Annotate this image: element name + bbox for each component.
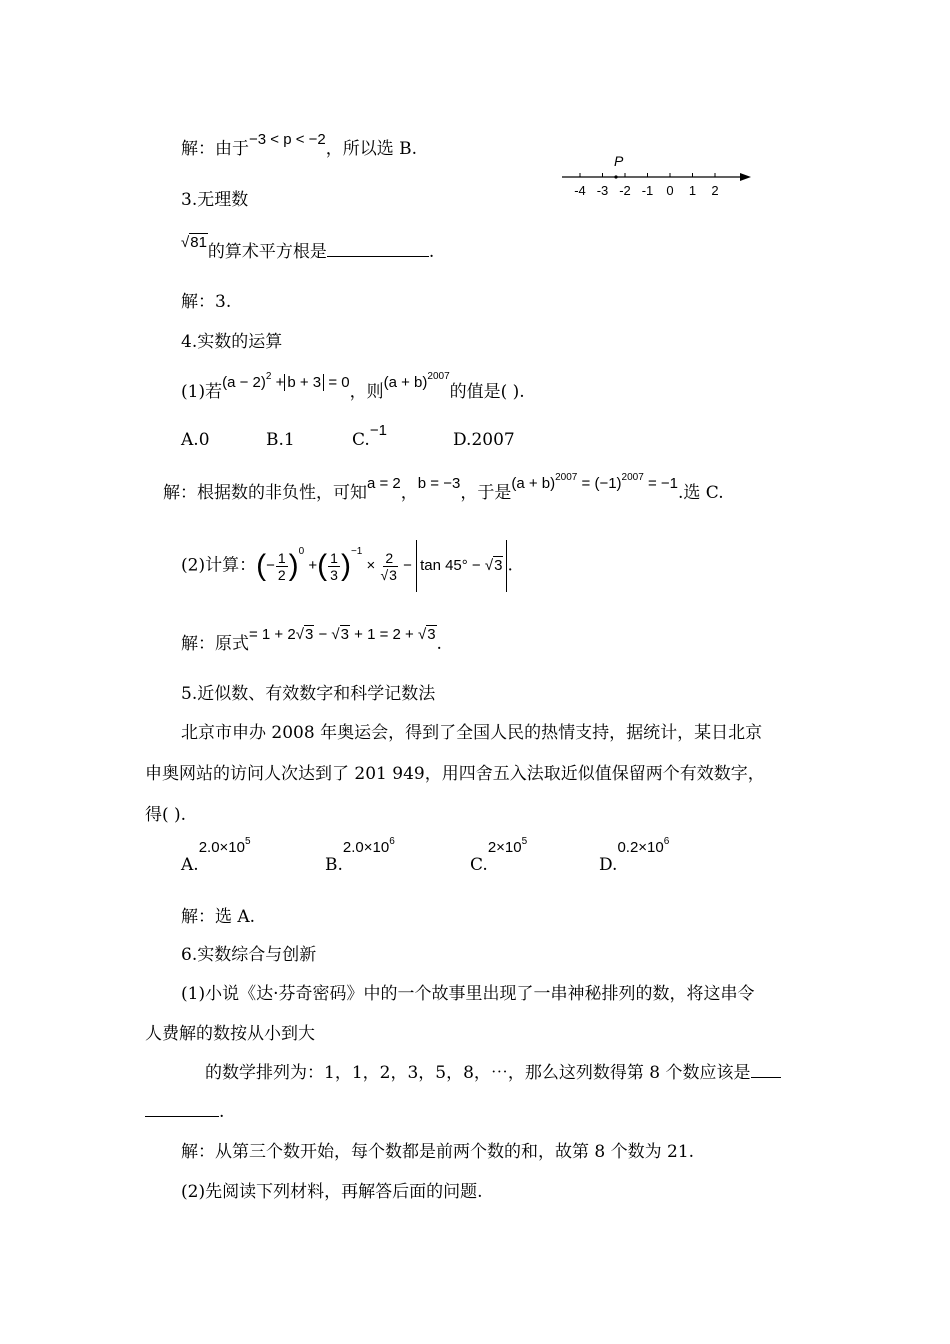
section-6-title: 6.实数综合与创新 [181, 945, 317, 965]
sci-option-b: $B.2.0\times 10^6$ [325, 836, 395, 875]
number-line-tick-label: -4 [574, 183, 586, 198]
option-d: D.2007 [453, 430, 515, 450]
sequence-blank-2 [145, 1100, 219, 1117]
section-6-paragraph-line-1: (1)小说《达·芬奇密码》中的一个故事里出现了一串神秘排列的数，将这串令 [181, 984, 755, 1004]
number-line-tick-label: 2 [711, 183, 719, 198]
option-c: C.−1 [352, 422, 387, 450]
section-5-title: 5.近似数、有效数字和科学记数法 [181, 684, 436, 704]
sqrt-81: √81 [181, 234, 207, 251]
sci-option-c: $C.2\times 10^5$ [470, 836, 528, 875]
number-line-tick-label: 1 [688, 183, 697, 198]
solution-prefix: 解：由于 [181, 139, 249, 159]
number-line [558, 150, 758, 200]
section-6-paragraph-line-4: . [145, 1100, 224, 1124]
point-p-dot [614, 175, 617, 178]
sequence-blank-1 [751, 1061, 781, 1078]
section-4-question-1: (1)若$(a - 2)^2 + b + 3 = 0$，则$(a + b)^{2007}$的值是( ). [181, 371, 525, 402]
number-line-tick-label: 0 [666, 183, 674, 198]
section-4-question-2: (2)计算： ( − $\frac{1}{2}$ ) 0 + ( $\frac{1}{3}$ ) −1 × $\frac{2}{√3}$ − tan 45° − √3 . [181, 540, 513, 592]
section-5-paragraph-line-1: 北京市申办 2008 年奥运会，得到了全国人民的热情支持，据统计，某日北京 [181, 723, 763, 743]
answer-blank [327, 240, 429, 257]
section-6-paragraph-line-3: 的数学排列为：1，1，2，3，5，8，⋯，那么这列数得第 8 个数应该是 [205, 1061, 781, 1085]
section-6-paragraph-line-5: (2)先阅读下列材料，再解答后面的问题. [181, 1182, 483, 1202]
option-b: B.1 [266, 430, 295, 450]
section-3-answer: 解：3. [181, 292, 232, 312]
section-6-paragraph-line-2: 人费解的数按从小到大 [145, 1024, 315, 1044]
section-6-answer: 解：从第三个数开始，每个数都是前两个数的和，故第 8 个数为 21. [181, 1142, 695, 1162]
option-a: A.0 [181, 430, 210, 450]
section-3-title: 3.无理数 [181, 190, 249, 210]
point-p-label: P [614, 153, 624, 169]
sci-option-a: $A.2.0\times 10^5$ [181, 836, 251, 875]
section-5-paragraph-line-3: 得( ). [145, 805, 187, 825]
solution-suffix: ，所以选 B. [325, 139, 418, 159]
inequality-math: −3 < p < −2 [249, 131, 326, 148]
section-5-answer: 解：选 A. [181, 907, 256, 927]
section-3-question: √81的算术平方根是 . [181, 234, 435, 262]
calc-expression: ( − $\frac{1}{2}$ ) 0 + ( $\frac{1}{3}$ ) −1 × $\frac{2}{√3}$ − tan 45° − √3 [256, 540, 507, 592]
section-4-answer-1: 解：根据数的非负性，可知a = 2，b = −3，于是$(a + b)^{2007} = (-1)^{2007} = -1$.选 C. [163, 472, 724, 503]
sci-option-d: $D.0.2\times 10^6$ [599, 836, 670, 875]
number-line-tick-label: -1 [641, 183, 654, 198]
number-line-tick-label: -2 [619, 183, 631, 198]
section-4-answer-2: 解：原式= 1 + 2√3 − √3 + 1 = 2 + √3. [181, 626, 442, 654]
section-4-title: 4.实数的运算 [181, 332, 283, 352]
solution-line-1 [181, 131, 418, 162]
section-5-paragraph-line-2: 申奥网站的访问人次达到了 201 949，用四舍五入法取近似值保留两个有效数字， [145, 764, 765, 784]
number-line-tick-label: -3 [596, 183, 609, 198]
